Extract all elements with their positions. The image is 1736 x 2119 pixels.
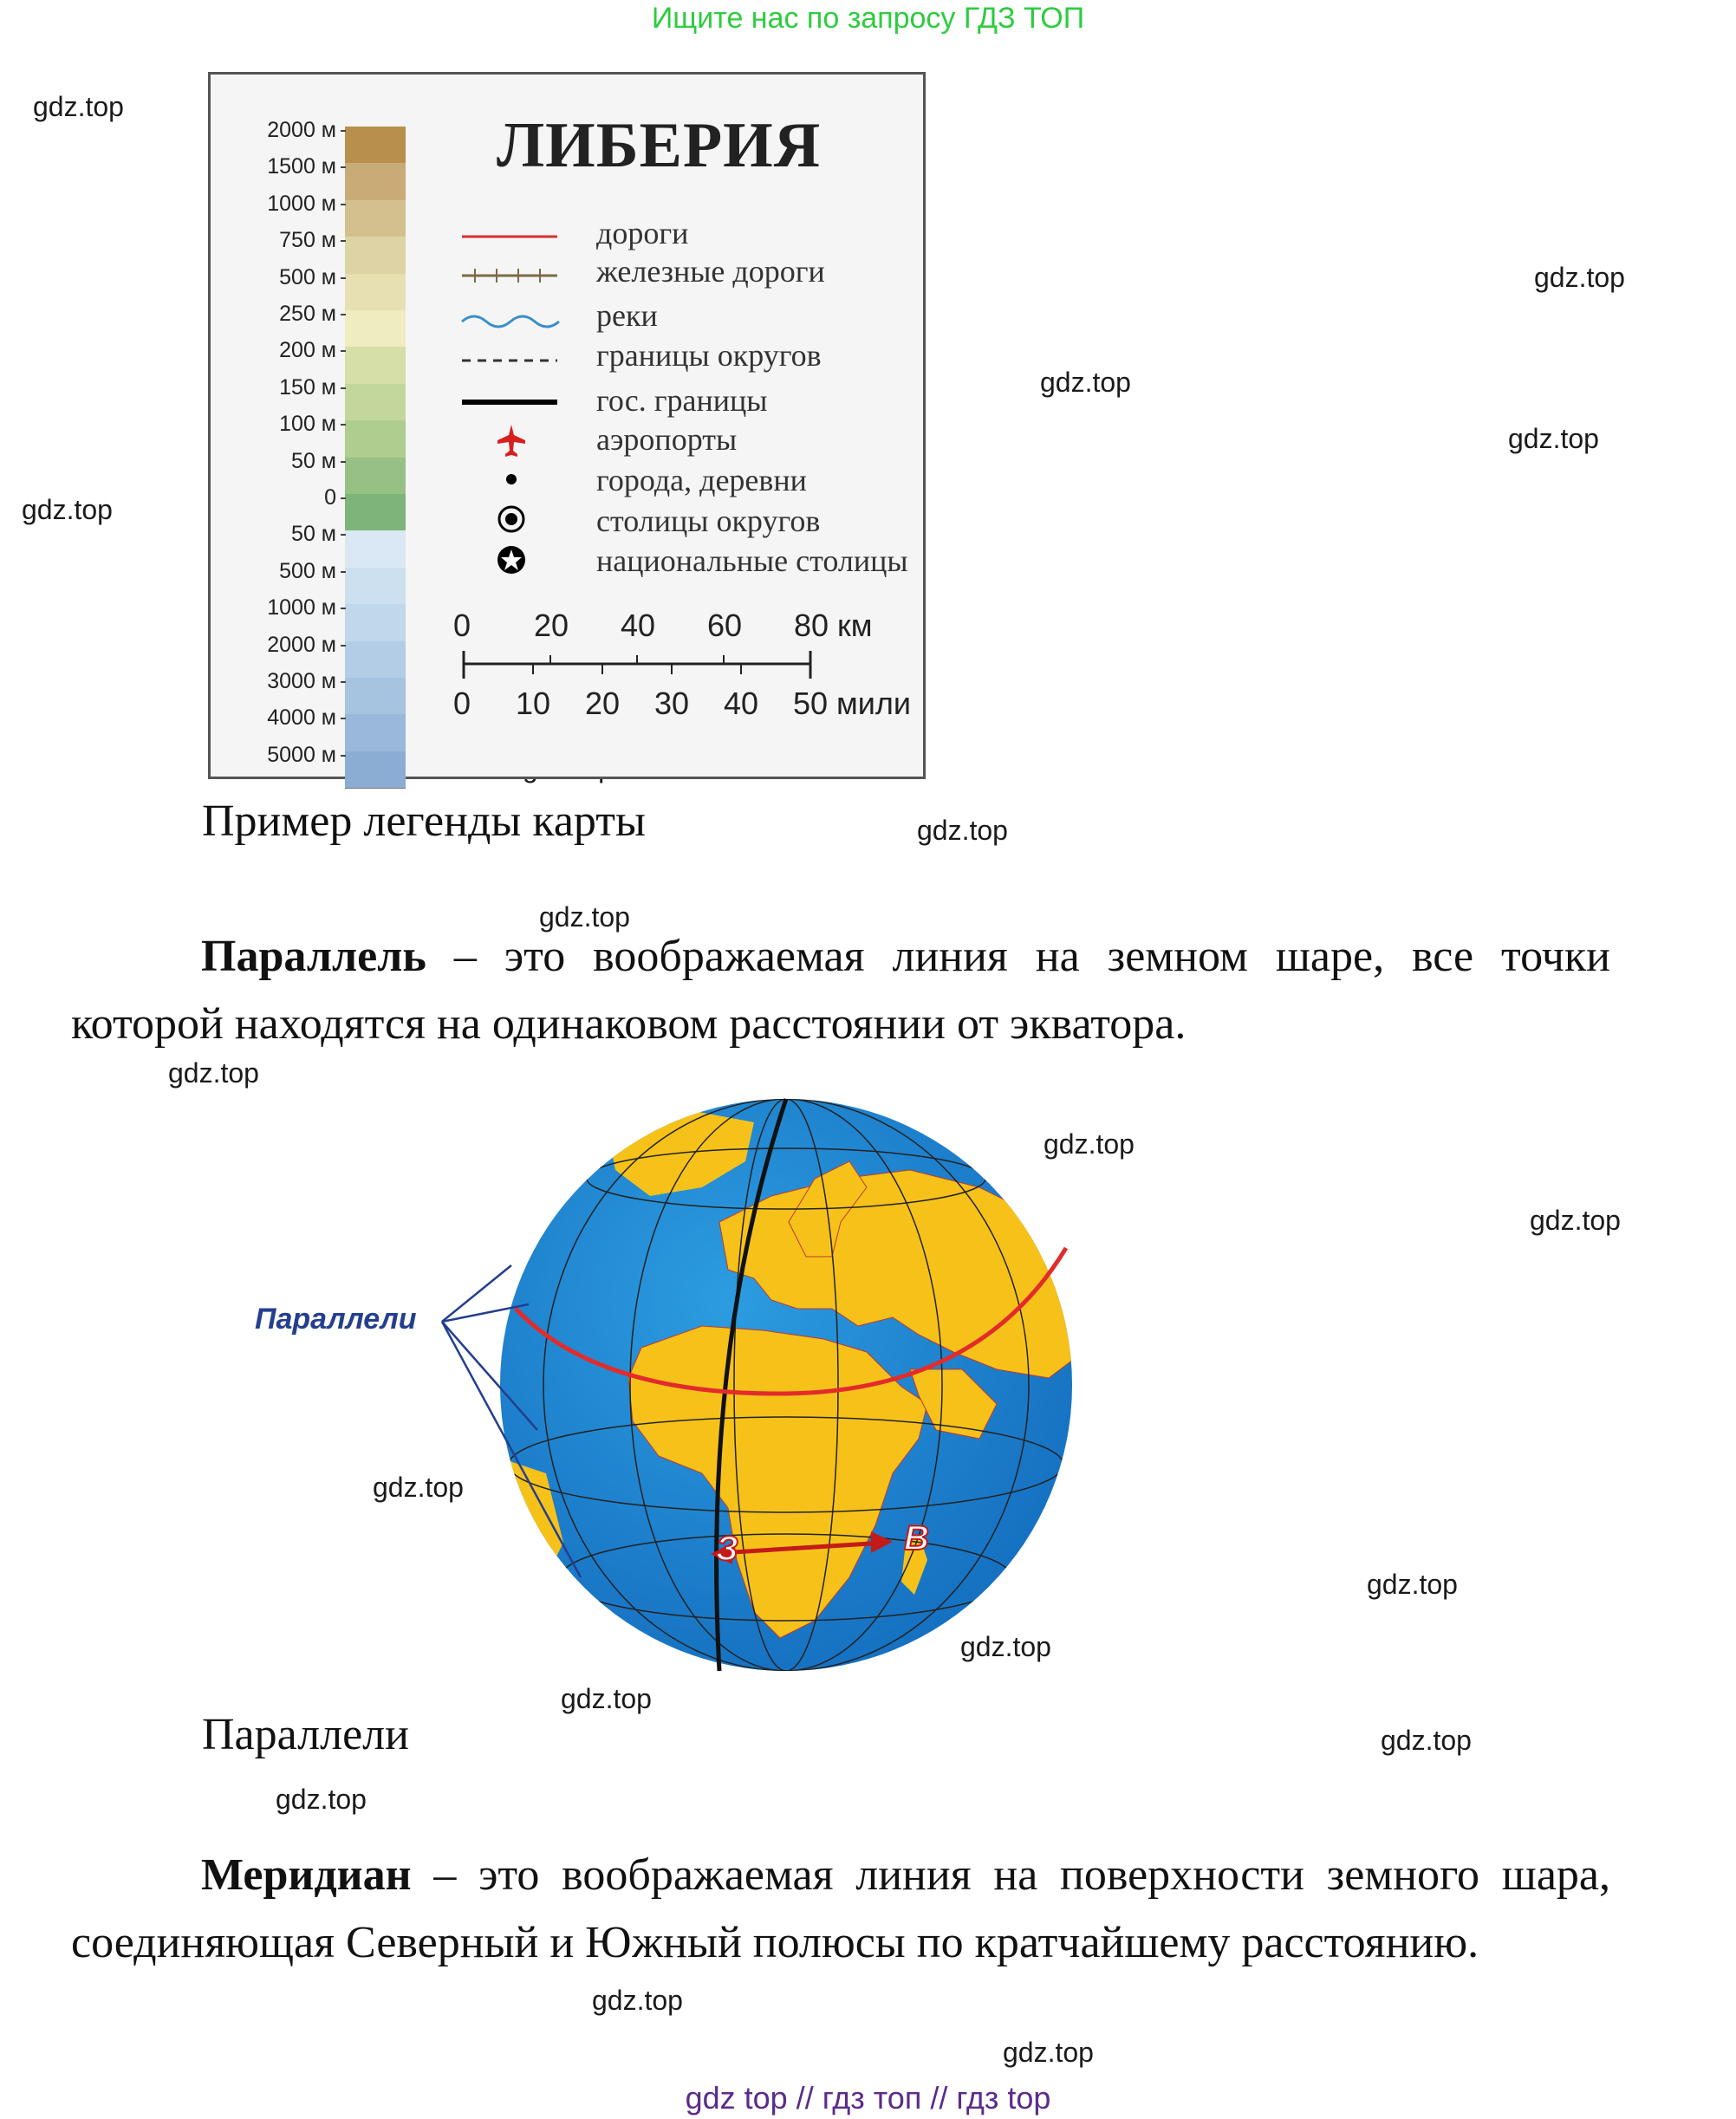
- scale-km-80: 80 км: [794, 608, 873, 643]
- watermark: gdz.top: [168, 1057, 259, 1089]
- legend-airports: аэропорты: [596, 422, 738, 457]
- elevation-label: 100 м: [279, 412, 336, 437]
- parallel-definition: [71, 923, 1610, 1058]
- watermark: gdz.top: [1508, 423, 1599, 454]
- scale-mi-50: 50 мили: [793, 686, 912, 721]
- watermark: gdz.top: [539, 901, 630, 933]
- map-legend: [208, 72, 926, 779]
- scale-km-60: 60: [707, 608, 743, 643]
- scale-mi-0: 0: [453, 686, 471, 721]
- watermark: gdz.top: [33, 91, 124, 122]
- elevation-label: 3000 м: [267, 669, 336, 693]
- scale-bar: [464, 651, 810, 679]
- watermark: gdz.top: [1530, 1205, 1621, 1236]
- watermark: gdz.top: [1534, 262, 1625, 293]
- watermark: gdz.top: [373, 1472, 464, 1503]
- west-label: З: [716, 1530, 738, 1568]
- airport-icon: [497, 425, 525, 457]
- scale-km-0: 0: [453, 608, 471, 643]
- watermark: gdz.top: [276, 1784, 367, 1815]
- globe-caption: Параллели: [202, 1710, 409, 1759]
- watermark: gdz.top: [1381, 1725, 1472, 1756]
- meridian-definition: [71, 1842, 1610, 1977]
- legend-national-capitals: национальные столицы: [596, 543, 908, 578]
- legend-caption: Пример легенды карты: [202, 796, 646, 846]
- legend-district-capitals: столицы округов: [596, 504, 821, 538]
- scale-mi-10: 10: [516, 686, 551, 721]
- watermark: gdz.top: [1003, 2037, 1094, 2068]
- legend-district-borders: границы округов: [596, 338, 822, 373]
- elevation-label: 50 м: [291, 448, 336, 473]
- elevation-label: 2000 м: [267, 118, 336, 142]
- elevation-label: 1000 м: [267, 191, 336, 216]
- elevation-label: 200 м: [279, 338, 336, 363]
- elevation-label: 1000 м: [267, 595, 336, 621]
- scale-km-40: 40: [621, 608, 656, 643]
- elevation-label: 750 м: [279, 228, 336, 253]
- elevation-label: 4000 м: [267, 705, 336, 731]
- bottom-banner: gdz top // гдз топ // гдз top: [685, 2080, 1051, 2116]
- east-label: В: [904, 1519, 929, 1557]
- parallel-term: Параллель: [201, 932, 426, 981]
- elevation-label: 50 м: [291, 522, 336, 547]
- legend-towns: города, деревни: [596, 463, 807, 497]
- elevation-label: 1500 м: [267, 154, 336, 179]
- legend-title: ЛИБЕРИЯ: [497, 110, 822, 181]
- meridian-text: – это воображаемая линия на поверхности земного шара, соединяющая Северный и Южный полюсы по кратчайшему расстоянию.: [71, 1850, 1610, 1967]
- scale-mi-30: 30: [654, 686, 690, 721]
- river-symbol: [462, 316, 559, 327]
- legend-railways: железные дороги: [596, 254, 825, 289]
- elevation-label: 2000 м: [267, 632, 336, 657]
- legend-rivers: реки: [596, 298, 658, 333]
- scale-mi-20: 20: [585, 686, 621, 721]
- elevation-label: 500 м: [279, 558, 336, 583]
- globe-figure: [234, 1092, 1101, 1699]
- meridian-term: Меридиан: [201, 1850, 412, 1900]
- watermark: gdz.top: [917, 815, 1008, 846]
- elevation-label: 150 м: [279, 374, 336, 400]
- watermark: gdz.top: [22, 494, 113, 525]
- elevation-label: 0: [324, 485, 336, 510]
- watermark: gdz.top: [960, 1631, 1051, 1662]
- elevation-label: 250 м: [279, 302, 336, 326]
- scale-km-20: 20: [534, 608, 569, 643]
- parallel-text: – это воображаемая линия на земном шаре, все точки которой находятся на одинаковом расстоянии от экватора.: [71, 932, 1610, 1049]
- watermark: gdz.top: [561, 1683, 652, 1714]
- town-icon: [506, 474, 517, 484]
- parallels-label: Параллели: [255, 1303, 417, 1336]
- legend-roads: дороги: [596, 216, 689, 250]
- top-banner: Ищите нас по запросу ГДЗ ТОП: [651, 2, 1085, 35]
- legend-state-borders: гос. границы: [596, 383, 768, 418]
- district-capital-icon: [499, 507, 523, 531]
- national-capital-icon: [497, 546, 525, 574]
- elevation-label: 500 м: [279, 264, 336, 289]
- railway-symbol: [462, 269, 557, 283]
- elevation-label: 5000 м: [267, 742, 336, 767]
- watermark: gdz.top: [592, 1985, 683, 2016]
- legend-symbols: [211, 75, 923, 777]
- watermark: gdz.top: [1367, 1569, 1458, 1600]
- watermark: gdz.top: [1044, 1128, 1135, 1160]
- scale-mi-40: 40: [724, 686, 759, 721]
- watermark: gdz.top: [1040, 367, 1131, 398]
